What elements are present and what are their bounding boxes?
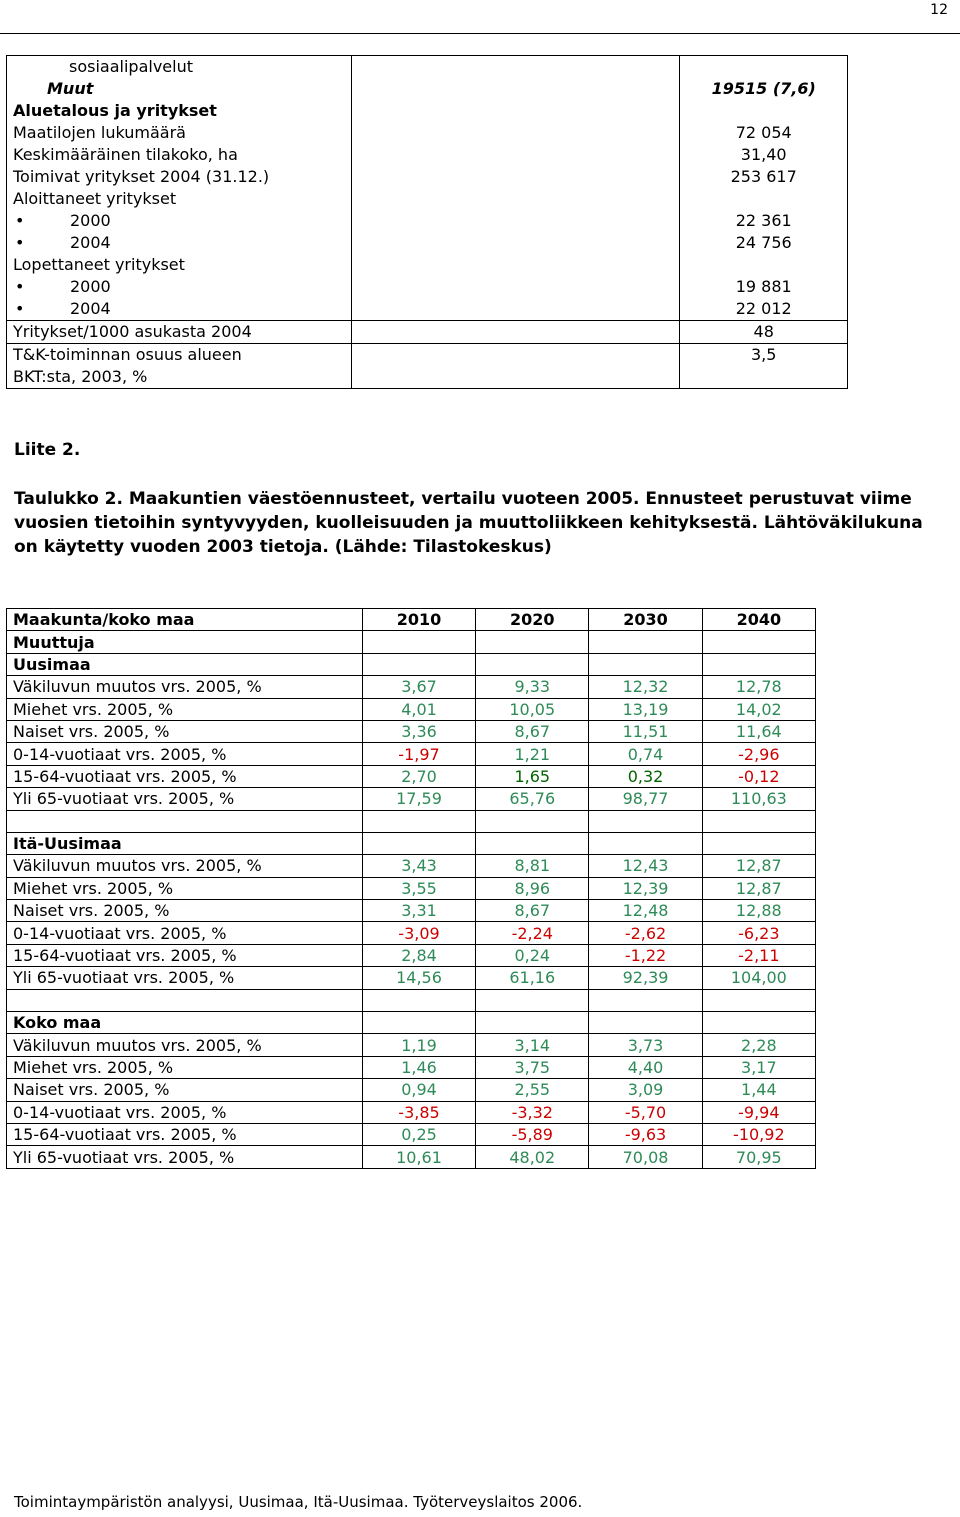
value-cell: 12,48 bbox=[589, 900, 702, 922]
year-header: 2030 bbox=[589, 609, 702, 631]
value-cell: 3,43 bbox=[362, 855, 475, 877]
value-cell: 14,02 bbox=[702, 698, 815, 720]
empty-cell bbox=[476, 810, 589, 832]
table-row bbox=[7, 1079, 816, 1101]
empty-cell bbox=[476, 653, 589, 675]
row-label: 0-14-vuotiaat vrs. 2005, % bbox=[7, 922, 363, 944]
empty-cell bbox=[589, 653, 702, 675]
empty-column bbox=[352, 56, 680, 321]
value-cell: 3,67 bbox=[362, 676, 475, 698]
value-cell: 1,44 bbox=[702, 1079, 815, 1101]
empty-cell bbox=[476, 1012, 589, 1034]
value-cell: 4,01 bbox=[362, 698, 475, 720]
header-row bbox=[7, 609, 816, 631]
table-row bbox=[7, 1056, 816, 1078]
table-row bbox=[7, 1123, 816, 1145]
row-label: Yli 65-vuotiaat vrs. 2005, % bbox=[7, 788, 363, 810]
started-value: 22 361 bbox=[735, 211, 792, 230]
value-cell: -3,85 bbox=[362, 1101, 475, 1123]
value-cell: 10,61 bbox=[362, 1146, 475, 1168]
year-label: 2000 bbox=[70, 277, 111, 296]
rd-label-line: BKT:sta, 2003, % bbox=[13, 367, 148, 386]
value-cell: -2,62 bbox=[589, 922, 702, 944]
value-cell: -9,94 bbox=[702, 1101, 815, 1123]
table-row bbox=[7, 720, 816, 742]
year-label: 2000 bbox=[70, 211, 111, 230]
value-cell: 14,56 bbox=[362, 967, 475, 989]
table-row bbox=[7, 900, 816, 922]
table-row bbox=[7, 676, 816, 698]
empty-cell bbox=[362, 653, 475, 675]
started-year-item bbox=[13, 210, 345, 232]
value-cell: 2,84 bbox=[362, 944, 475, 966]
page-number: 12 bbox=[930, 2, 948, 18]
row-label: Väkiluvun muutos vrs. 2005, % bbox=[7, 855, 363, 877]
value-cell: 2,70 bbox=[362, 765, 475, 787]
value-cell: 0,24 bbox=[476, 944, 589, 966]
value-cell: 8,67 bbox=[476, 900, 589, 922]
table-row bbox=[7, 1034, 816, 1056]
value-cell: 12,39 bbox=[589, 877, 702, 899]
value-cell: 98,77 bbox=[589, 788, 702, 810]
started-value: 24 756 bbox=[735, 233, 792, 252]
value-cell: -6,23 bbox=[702, 922, 815, 944]
value-cell: 4,40 bbox=[589, 1056, 702, 1078]
value-cell: 110,63 bbox=[702, 788, 815, 810]
value-cell: -5,89 bbox=[476, 1123, 589, 1145]
appendix-label: Liite 2. bbox=[14, 440, 81, 460]
muut-value: 19515 (7,6) bbox=[711, 79, 816, 98]
value-cell: 3,36 bbox=[362, 720, 475, 742]
row-label: 0-14-vuotiaat vrs. 2005, % bbox=[7, 743, 363, 765]
empty-cell bbox=[362, 989, 475, 1011]
value-cell: 3,55 bbox=[362, 877, 475, 899]
value-cell: 1,21 bbox=[476, 743, 589, 765]
row-label: Keskimääräinen tilakoko, ha bbox=[13, 145, 238, 164]
value-cell: 1,65 bbox=[476, 765, 589, 787]
year-label: 2004 bbox=[70, 233, 111, 252]
category-continuation: sosiaalipalvelut bbox=[69, 57, 193, 76]
table-row bbox=[7, 944, 816, 966]
table-caption: Taulukko 2. Maakuntien väestöennusteet, vertailu vuoteen 2005. Ennusteet perustuvat viime vuosien tietoihin syntyvyyden, kuolleisuuden ja muuttoliikkeen kehityksestä. Lähtöväkilukuna on käytetty vuoden 2003 tietoja. (Lähde: Tilastokeskus) bbox=[14, 489, 923, 557]
value-cell: 3,75 bbox=[476, 1056, 589, 1078]
empty-cell bbox=[702, 989, 815, 1011]
value-cell: 2,28 bbox=[702, 1034, 815, 1056]
value-cell: 12,87 bbox=[702, 855, 815, 877]
row-label: Naiset vrs. 2005, % bbox=[7, 720, 363, 742]
table-row bbox=[7, 877, 816, 899]
empty-cell bbox=[476, 631, 589, 653]
per1000-value: 48 bbox=[680, 321, 848, 344]
value-cell: 17,59 bbox=[362, 788, 475, 810]
row-label: Maatilojen lukumäärä bbox=[13, 123, 186, 142]
year-header: 2040 bbox=[702, 609, 815, 631]
value-cell: 11,51 bbox=[589, 720, 702, 742]
value-column bbox=[680, 56, 848, 321]
row-label: Toimivat yritykset 2004 (31.12.) bbox=[13, 167, 270, 186]
empty-cell bbox=[702, 810, 815, 832]
section-name: Itä-Uusimaa bbox=[7, 832, 363, 854]
value-cell: 8,96 bbox=[476, 877, 589, 899]
section-title: Aluetalous ja yritykset bbox=[13, 101, 217, 120]
row-label: Naiset vrs. 2005, % bbox=[7, 900, 363, 922]
empty-cell bbox=[362, 631, 475, 653]
value-cell: 48,02 bbox=[476, 1146, 589, 1168]
value-cell: 12,43 bbox=[589, 855, 702, 877]
empty-cell bbox=[7, 810, 363, 832]
header-rule bbox=[0, 33, 960, 34]
value-cell: 92,39 bbox=[589, 967, 702, 989]
row-label: 15-64-vuotiaat vrs. 2005, % bbox=[7, 1123, 363, 1145]
table-row bbox=[7, 1101, 816, 1123]
value-cell: -3,09 bbox=[362, 922, 475, 944]
empty-cell bbox=[589, 832, 702, 854]
value-cell: 11,64 bbox=[702, 720, 815, 742]
value-cell: 13,19 bbox=[589, 698, 702, 720]
closed-value: 22 012 bbox=[735, 299, 792, 318]
value-cell: 61,16 bbox=[476, 967, 589, 989]
value-cell: 0,74 bbox=[589, 743, 702, 765]
value-cell: 0,32 bbox=[589, 765, 702, 787]
value-cell: -2,96 bbox=[702, 743, 815, 765]
empty-cell bbox=[702, 832, 815, 854]
closed-label: Lopettaneet yritykset bbox=[13, 255, 185, 274]
spacer-row bbox=[7, 810, 816, 832]
row-label: Yli 65-vuotiaat vrs. 2005, % bbox=[7, 967, 363, 989]
closed-value: 19 881 bbox=[735, 277, 792, 296]
table-row bbox=[7, 788, 816, 810]
value-cell: 3,14 bbox=[476, 1034, 589, 1056]
value-cell: 70,95 bbox=[702, 1146, 815, 1168]
value-cell: 0,25 bbox=[362, 1123, 475, 1145]
row-label: Naiset vrs. 2005, % bbox=[7, 1079, 363, 1101]
value-cell: 8,81 bbox=[476, 855, 589, 877]
variable-label: Muuttuja bbox=[7, 631, 363, 653]
row-label: Miehet vrs. 2005, % bbox=[7, 1056, 363, 1078]
row-value: 31,40 bbox=[740, 145, 787, 164]
value-cell: 65,76 bbox=[476, 788, 589, 810]
regional-economy-table bbox=[6, 55, 848, 389]
value-cell: -2,24 bbox=[476, 922, 589, 944]
empty-cell bbox=[589, 1012, 702, 1034]
empty-cell bbox=[702, 631, 815, 653]
table-row bbox=[7, 765, 816, 787]
row-label: Väkiluvun muutos vrs. 2005, % bbox=[7, 1034, 363, 1056]
section-row bbox=[7, 1012, 816, 1034]
started-year-item bbox=[13, 232, 345, 254]
closed-year-item bbox=[13, 298, 345, 320]
table-row bbox=[7, 698, 816, 720]
rd-label bbox=[7, 344, 352, 389]
value-cell: 12,32 bbox=[589, 676, 702, 698]
rd-value: 3,5 bbox=[680, 344, 848, 389]
year-header: 2010 bbox=[362, 609, 475, 631]
header-label: Maakunta/koko maa bbox=[7, 609, 363, 631]
row-label: 15-64-vuotiaat vrs. 2005, % bbox=[7, 765, 363, 787]
empty-cell bbox=[589, 631, 702, 653]
empty-cell bbox=[362, 832, 475, 854]
value-cell: 3,73 bbox=[589, 1034, 702, 1056]
value-cell: 9,33 bbox=[476, 676, 589, 698]
value-cell: -1,97 bbox=[362, 743, 475, 765]
row-label: Miehet vrs. 2005, % bbox=[7, 698, 363, 720]
row-value: 253 617 bbox=[730, 167, 797, 186]
row-label: Yli 65-vuotiaat vrs. 2005, % bbox=[7, 1146, 363, 1168]
row-value: 72 054 bbox=[735, 123, 792, 142]
value-cell: 3,17 bbox=[702, 1056, 815, 1078]
table-row bbox=[7, 743, 816, 765]
row-label: Miehet vrs. 2005, % bbox=[7, 877, 363, 899]
muuttuja-row bbox=[7, 631, 816, 653]
value-cell: 0,94 bbox=[362, 1079, 475, 1101]
value-cell: -5,70 bbox=[589, 1101, 702, 1123]
table-row bbox=[7, 1146, 816, 1168]
value-cell: -2,11 bbox=[702, 944, 815, 966]
value-cell: 3,31 bbox=[362, 900, 475, 922]
value-cell: 8,67 bbox=[476, 720, 589, 742]
value-cell: -10,92 bbox=[702, 1123, 815, 1145]
row-label: Väkiluvun muutos vrs. 2005, % bbox=[7, 676, 363, 698]
label-column bbox=[7, 56, 352, 321]
value-cell: -0,12 bbox=[702, 765, 815, 787]
empty-cell bbox=[476, 832, 589, 854]
population-forecast-table bbox=[6, 608, 816, 1169]
spacer-row bbox=[7, 989, 816, 1011]
empty-cell bbox=[476, 989, 589, 1011]
empty-cell bbox=[362, 1012, 475, 1034]
value-cell: 70,08 bbox=[589, 1146, 702, 1168]
empty-cell bbox=[702, 653, 815, 675]
value-cell: 12,88 bbox=[702, 900, 815, 922]
table-row bbox=[7, 967, 816, 989]
row-label: 0-14-vuotiaat vrs. 2005, % bbox=[7, 1101, 363, 1123]
value-cell: 1,46 bbox=[362, 1056, 475, 1078]
closed-year-item bbox=[13, 276, 345, 298]
muut-label: Muut bbox=[47, 79, 94, 98]
value-cell: -9,63 bbox=[589, 1123, 702, 1145]
year-label: 2004 bbox=[70, 299, 111, 318]
value-cell: 12,78 bbox=[702, 676, 815, 698]
value-cell: -1,22 bbox=[589, 944, 702, 966]
empty-cell bbox=[362, 810, 475, 832]
value-cell: 3,09 bbox=[589, 1079, 702, 1101]
started-label: Aloittaneet yritykset bbox=[13, 189, 177, 208]
per1000-label: Yritykset/1000 asukasta 2004 bbox=[7, 321, 352, 344]
section-name: Uusimaa bbox=[7, 653, 363, 675]
value-cell: 2,55 bbox=[476, 1079, 589, 1101]
table-row bbox=[7, 922, 816, 944]
empty-cell bbox=[7, 989, 363, 1011]
value-cell: -3,32 bbox=[476, 1101, 589, 1123]
value-cell: 10,05 bbox=[476, 698, 589, 720]
year-header: 2020 bbox=[476, 609, 589, 631]
page-footer: Toimintaympäristön analyysi, Uusimaa, Itä-Uusimaa. Työterveyslaitos 2006. bbox=[14, 1493, 583, 1511]
empty-cell bbox=[589, 810, 702, 832]
section-row bbox=[7, 832, 816, 854]
value-cell: 1,19 bbox=[362, 1034, 475, 1056]
value-cell: 104,00 bbox=[702, 967, 815, 989]
empty-cell bbox=[702, 1012, 815, 1034]
table-row bbox=[7, 855, 816, 877]
section-name: Koko maa bbox=[7, 1012, 363, 1034]
section-row bbox=[7, 653, 816, 675]
empty-cell bbox=[589, 989, 702, 1011]
rd-label-line: T&K-toiminnan osuus alueen bbox=[13, 345, 242, 364]
row-label: 15-64-vuotiaat vrs. 2005, % bbox=[7, 944, 363, 966]
value-cell: 12,87 bbox=[702, 877, 815, 899]
